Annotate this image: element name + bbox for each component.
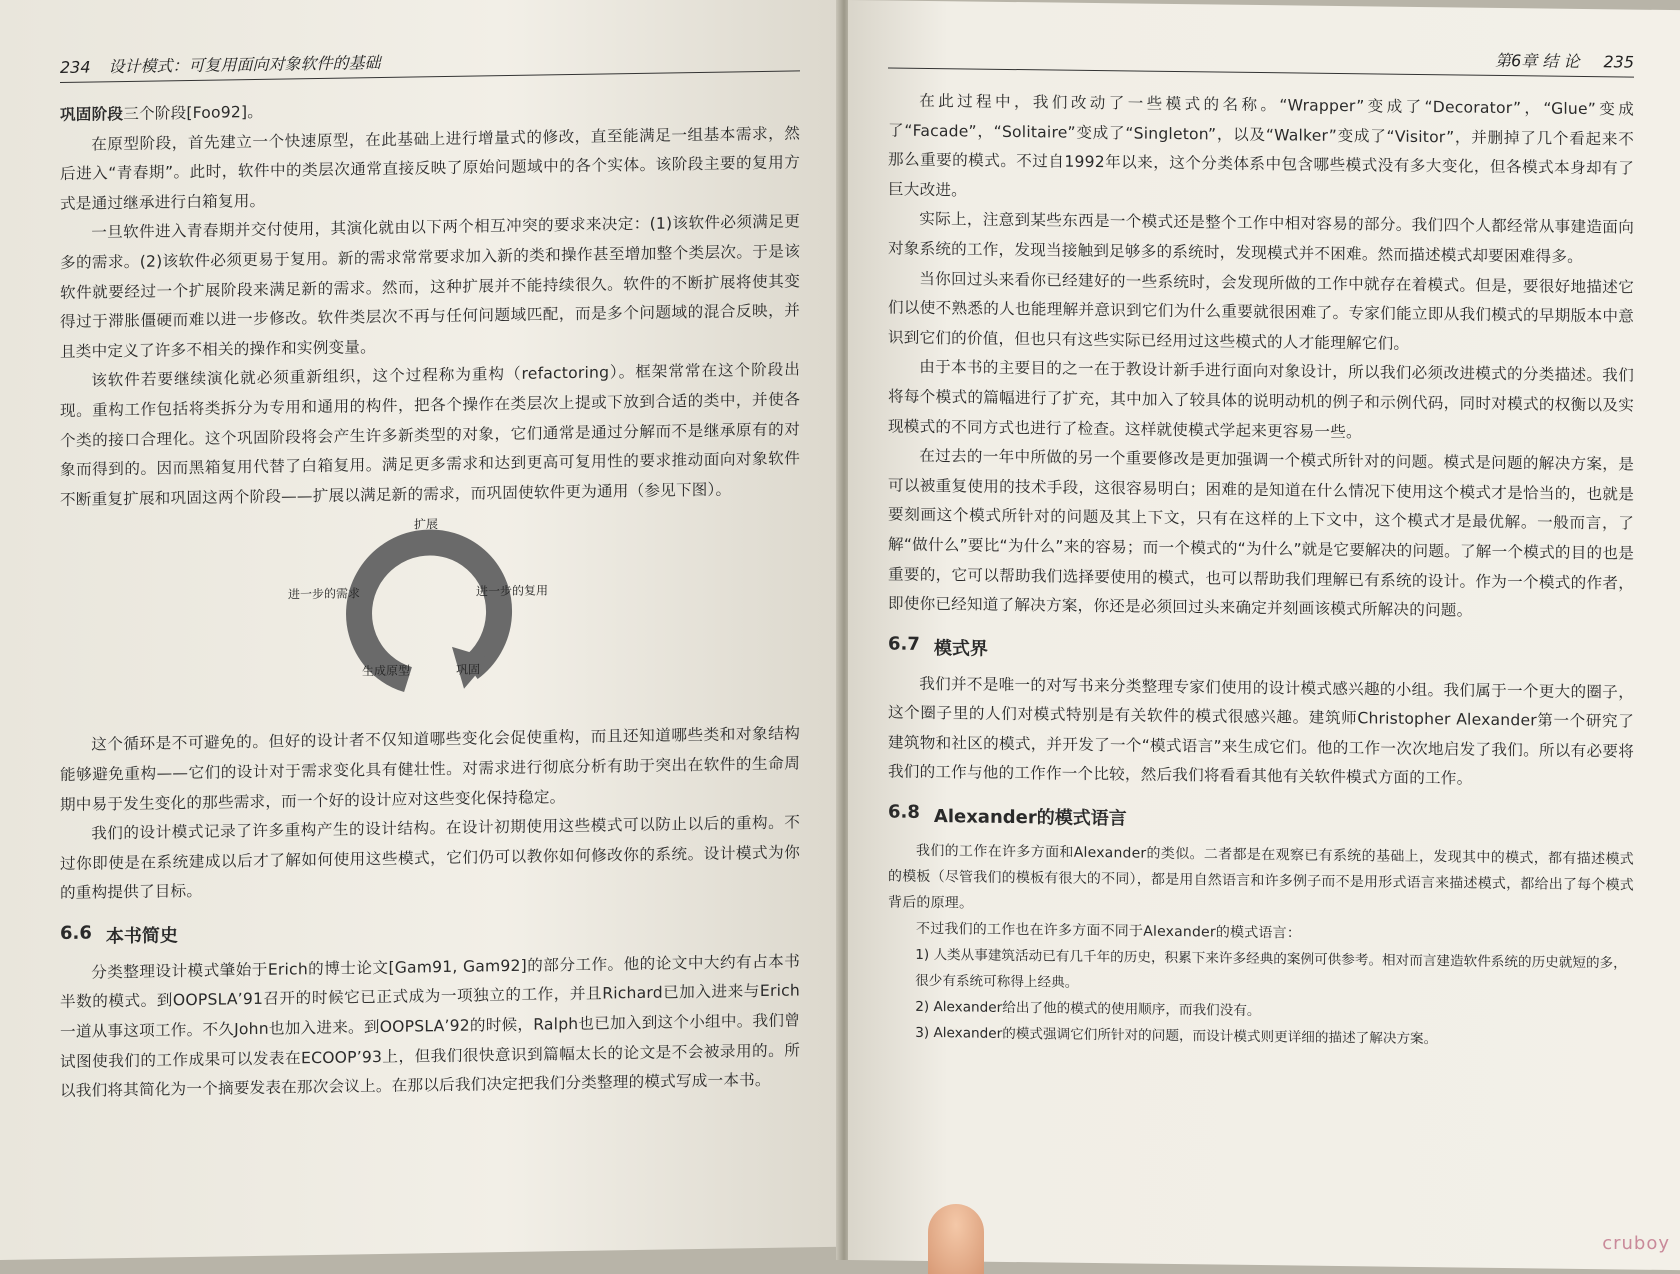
left-running-head bbox=[60, 43, 800, 83]
paragraph: 实际上，注意到某些东西是一个模式还是整个工作中相对容易的部分。我们四个人都经常从事建造面向对象系统的工作，发现当接触到足够多的系统时，发现模式并不困难。然而描述模式却要困难得多。 bbox=[888, 210, 1634, 266]
right-page-number: 235 bbox=[1603, 52, 1634, 72]
cycle-arrow-graphic bbox=[280, 517, 580, 702]
label-more-reuse: 进一步的复用 bbox=[476, 583, 549, 599]
paragraph: 不过我们的工作也在许多方面不同于Alexander的模式语言： bbox=[916, 920, 1302, 942]
book-title: 设计模式：可复用面向对象软件的基础 bbox=[108, 53, 381, 77]
cycle-figure bbox=[280, 517, 580, 702]
paragraph: 由于本书的主要目的之一在于教设计新手进行面向对象设计，所以我们必须改进模式的分类描述。我们将每个模式的篇幅进行了扩充，其中加入了较具体的说明动机的例子和示例代码，同时对模式的权衡以及实现模式的不同方式也进行了检查。这样就使模式学起来更容易一些。 bbox=[888, 358, 1634, 441]
label-prototype: 生成原型 bbox=[362, 663, 411, 679]
section-heading-6-7 bbox=[888, 633, 1634, 668]
label-consolidate: 巩固 bbox=[456, 662, 481, 678]
paragraph: 巩固阶段三个阶段[Foo92]。 bbox=[60, 102, 264, 125]
paragraph: 在此过程中，我们改动了一些模式的名称。“Wrapper”变成了“Decorator”，“Glue”变成了“Facade”，“Solitaire”变成了“Singleton”，以及“Walker”变成了“Visitor”，并删掉了几个看起来不那么重要的模式。不过自1992年以来，这个分类体系中包含哪些模式没有多大变化，但各模式本身却有了巨大改进。 bbox=[888, 91, 1634, 200]
label-expand: 扩展 bbox=[414, 517, 439, 532]
paragraph: 在原型阶段，首先建立一个快速原型，在此基础上进行增量式的修改，直至能满足一组基本需求，然后进入“青春期”。此时，软件中的类层次通常直接反映了原始问题域中的各个实体。该阶段主要的复用方式是通过继承进行白箱复用。 bbox=[60, 124, 800, 213]
left-page bbox=[0, 0, 840, 1260]
paragraph: 这个循环是不可避免的。但好的设计者不仅知道哪些变化会促使重构，而且还知道哪些类和对象结构能够避免重构——它们的设计对于需求变化具有健壮性。对需求进行彻底分析有助于突出在软件的生命周期中易于发生变化的那些需求，而一个好的设计应对这些变化保持稳定。 bbox=[60, 724, 800, 814]
right-page bbox=[848, 0, 1680, 1270]
list-item: 1) 人类从事建筑活动已有几千年的历史，积累下来许多经典的案例可供参考。相对而言建造软件系统的历史就短的多，很少有系统可称得上经典。 bbox=[915, 946, 1627, 991]
right-running-head bbox=[888, 40, 1634, 77]
chapter-title: 第6章 结 论 bbox=[1495, 50, 1580, 71]
label-more-requirements: 进一步的需求 bbox=[288, 586, 361, 602]
section-title: 模式界 bbox=[933, 637, 988, 660]
paragraph: 我们的工作在许多方面和Alexander的类似。二者都是在观察已有系统的基础上，发现其中的模式，都有描述模式的模板（尽管我们的模板有很大的不同），都是用自然语言和许多例子而不是用形式语言来描述模式，都给出了每个模式背后的原理。 bbox=[888, 842, 1634, 912]
thumb bbox=[928, 1204, 984, 1274]
list-item: 3) Alexander的模式强调它们所针对的问题，而设计模式则更详细的描述了解决方案。 bbox=[915, 1024, 1438, 1048]
paragraph: 当你回过头来看你已经建好的一些系统时，会发现所做的工作中就存在着模式。但是，要很好地描述它们以使不熟悉的人也能理解并意识到它们为什么重要就很困难了。专家们能立即从我们模式的早期版本中意识到它们的价值，但也只有这些实际已经用过这些模式的人才能理解它们。 bbox=[888, 269, 1634, 353]
section-number: 6.6 bbox=[60, 922, 92, 944]
section-number: 6.8 bbox=[888, 801, 920, 823]
watermark: cruboy bbox=[1602, 1233, 1670, 1254]
paragraph: 一旦软件进入青春期并交付使用，其演化就由以下两个相互冲突的要求来决定：(1)该软件必须满足更多的需求。(2)该软件必须更易于复用。新的需求常常要求加入新的类和操作甚至增加整个类层次。于是该软件就要经过一个扩展阶段来满足新的需求。然而，这种扩展并不能持续很久。软件的不断扩展将使其变得过于滞胀僵硬而难以进一步修改。软件类层次不再与任何问题域匹配，而是多个问题域的混合反映，并且类中定义了许多不相关的操作和实例变量。 bbox=[60, 212, 800, 361]
section-heading-6-8 bbox=[888, 802, 1634, 837]
left-page-number: 234 bbox=[60, 57, 91, 78]
list-item: 2) Alexander给出了他的模式的使用顺序，而我们没有。 bbox=[915, 998, 1261, 1020]
paragraph: 分类整理设计模式肇始于Erich的博士论文[Gam91, Gam92]的部分工作。他的论文中大约有占本书半数的模式。到OOPSLA’91召开的时候它已正式成为一项独立的工作，并且Richard已加入进来与Erich一道从事这项工作。不久John也加入进来。到OOPSLA’92的时候，Ralph也已加入到这个小组中。我们曾试图使我们的工作成果可以发表在ECOOP’93上，但我们很快意识到篇幅太长的论文是不会被录用的。所以我们将其简化为一个摘要发表在那次会议上。在那以后我们决定把我们分类整理的模式写成一本书。 bbox=[60, 952, 800, 1101]
paragraph: 我们的设计模式记录了许多重构产生的设计结构。在设计初期使用这些模式可以防止以后的重构。不过你即使是在系统建成以后才了解如何使用这些模式，它们仍可以教你如何修改你的系统。设计模式为你的重构提供了目标。 bbox=[60, 813, 800, 903]
bold-term: 巩固阶段 bbox=[60, 105, 124, 125]
section-heading-6-6 bbox=[60, 911, 800, 949]
paragraph: 在过去的一年中所做的另一个重要修改是更加强调一个模式所针对的问题。模式是问题的解决方案，是可以被重复使用的技术手段，这很容易明白；困难的是知道在什么情况下使用这个模式才是恰当的，也就是要刻画这个模式所针对的问题及其上下文，只有在这样的上下文中，这个模式才是最优解。一般而言，了解“做什么”要比“为什么”来的容易；而一个模式的“为什么”就是它要解决的问题。了解一个模式的目的也是重要的，它可以帮助我们选择要使用的模式，也可以帮助我们理解已有系统的设计。作为一个模式的作者，即使你已经知道了解决方案，你还是必须回过头来确定并刻画该模式所解决的问题。 bbox=[888, 446, 1634, 620]
section-number: 6.7 bbox=[888, 633, 920, 655]
paragraph: 我们并不是唯一的对写书来分类整理专家们使用的设计模式感兴趣的小组。我们属于一个更大的圈子，这个圈子里的人们对模式特别是有关软件的模式很感兴趣。建筑师Christopher Alexander第一个研究了建筑物和社区的模式，并开发了一个“模式语言”来生成它们。他的工作一次次地启发了我们。所以有必要将我们的工作与他的工作作一个比较，然后我们将看看其他有关软件模式方面的工作。 bbox=[888, 674, 1634, 789]
section-title: Alexander的模式语言 bbox=[933, 806, 1127, 830]
paragraph: 该软件若要继续演化就必须重新组织，这个过程称为重构（refactoring）。框架常常在这个阶段出现。重构工作包括将类拆分为专用和通用的构件，把各个操作在类层次上提或下放到合适的类中，并使各个类的接口合理化。这个巩固阶段将会产生许多新类型的对象，它们通常是通过分解而不是继承原有的对象而得到的。因而黑箱复用代替了白箱复用。满足更多需求和达到更高可复用性的要求推动面向对象软件不断重复扩展和巩固这两个阶段——扩展以满足新的需求，而巩固使软件更为通用（参见下图）。 bbox=[60, 360, 800, 509]
section-title: 本书简史 bbox=[105, 925, 178, 948]
